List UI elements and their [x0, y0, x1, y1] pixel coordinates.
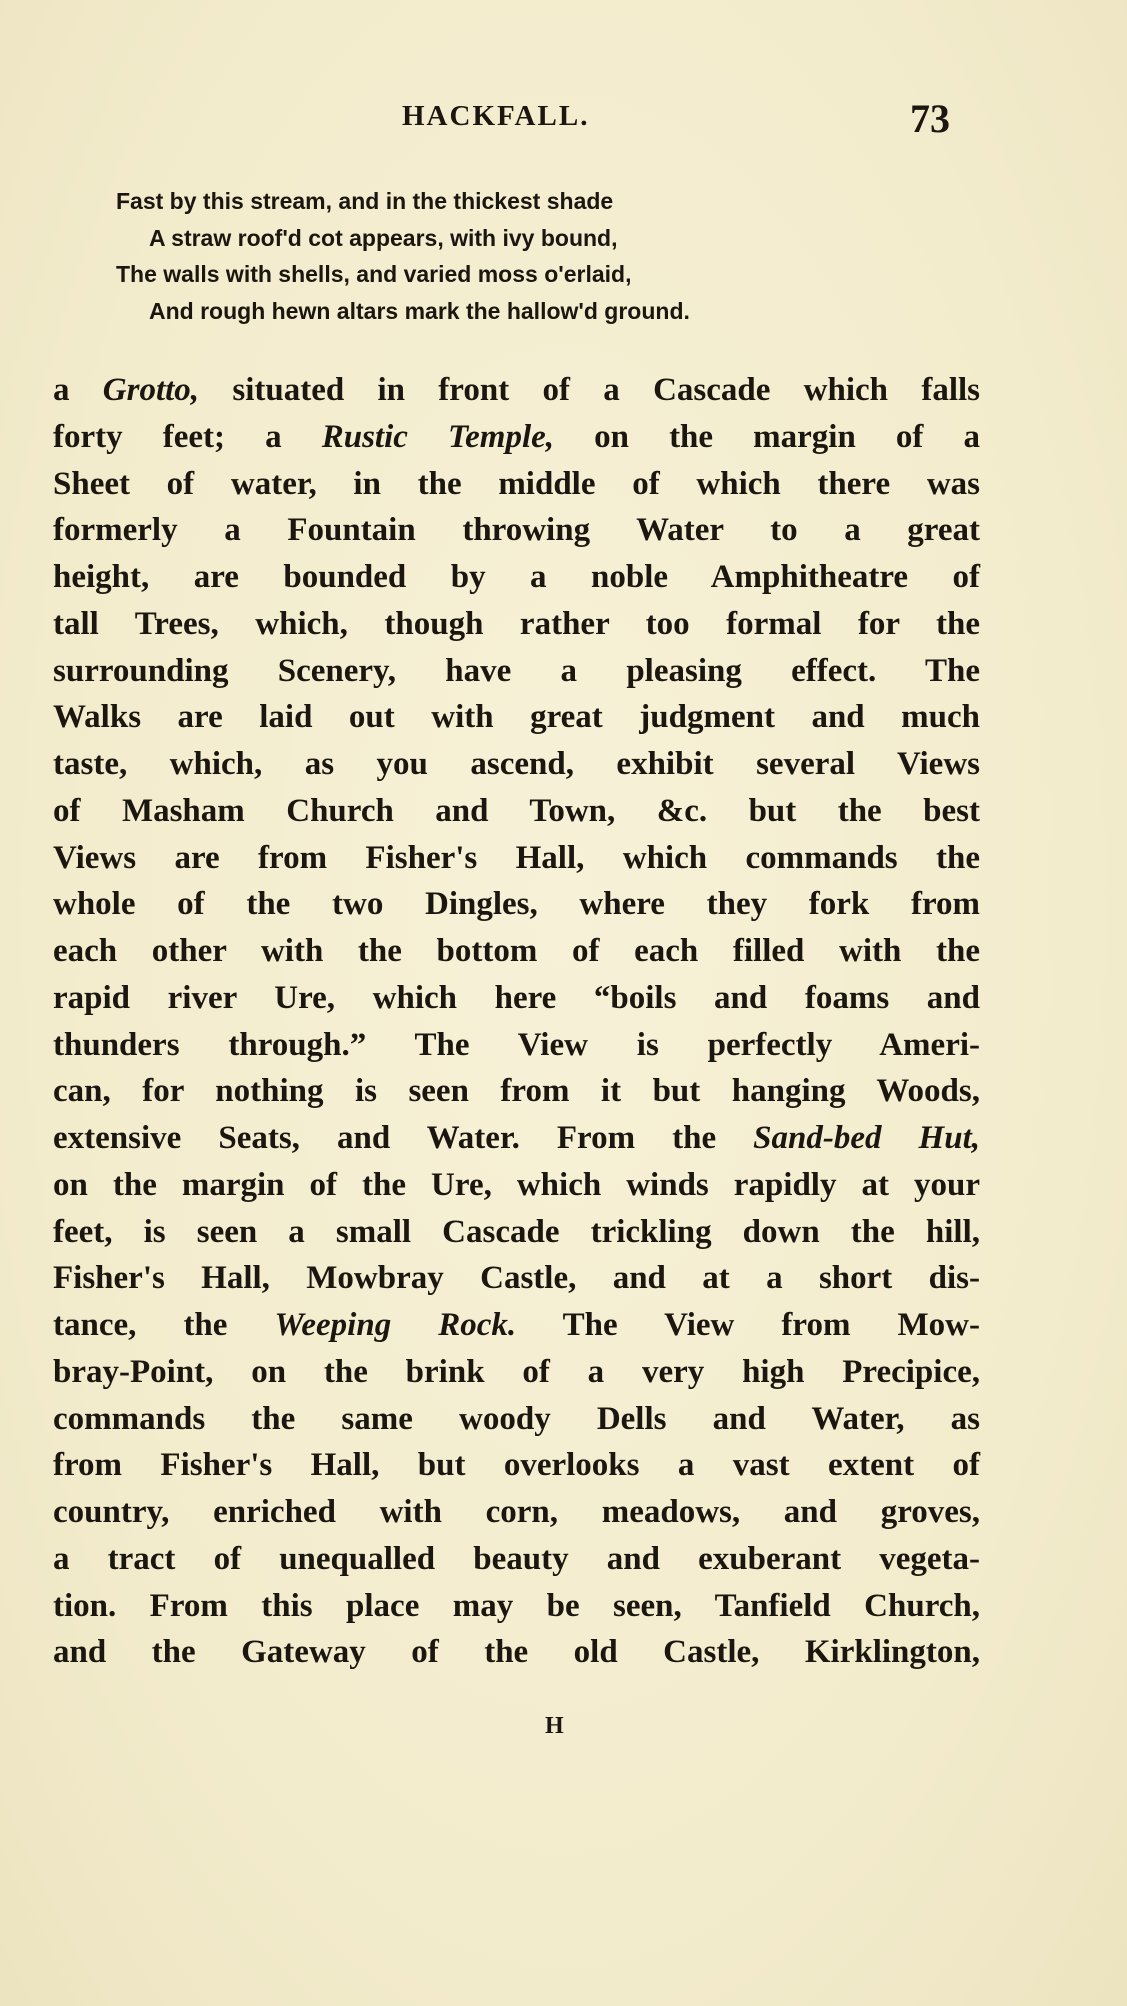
body-line [53, 1302, 980, 1349]
italic-name: Grotto, [102, 372, 200, 408]
text-run: Views are from Fisher's Hall, which commands the [53, 839, 980, 876]
running-head: HACKFALL. [402, 100, 590, 132]
italic-name: Sand-bed Hut, [753, 1120, 980, 1156]
text-run: thunders through.” The View is perfectly Ameri- [53, 1026, 980, 1063]
text-run: taste, which, as you ascend, exhibit several Views [53, 746, 980, 782]
text-run: height, are bounded by a noble Amphitheatre of [53, 559, 980, 595]
body-line [53, 1536, 980, 1583]
text-run: Fisher's Hall, Mowbray Castle, and at a short dis- [53, 1260, 980, 1297]
body-line [53, 414, 980, 461]
body-line [53, 1396, 980, 1443]
text-run: whole of the two Dingles, where they fork from [53, 886, 980, 923]
body-line [53, 1489, 980, 1536]
body-line [53, 1442, 980, 1489]
verse-line-3: The walls with shells, and varied moss o'erlaid, [116, 261, 632, 287]
body-line [53, 1115, 980, 1162]
text-run: country, enriched with corn, meadows, and groves, [53, 1494, 980, 1530]
body-line [53, 601, 980, 648]
text-run: each other with the bottom of each filled with the [53, 933, 980, 969]
body-line [53, 881, 980, 928]
body-line [53, 554, 980, 601]
text-run: a [53, 372, 103, 408]
text-run: forty feet; a [53, 418, 322, 455]
body-line [53, 367, 980, 414]
body-line [53, 461, 980, 508]
body-line [53, 1583, 980, 1630]
text-run: The View from Mow- [516, 1307, 980, 1343]
verse-line-1: Fast by this stream, and in the thickest shade [116, 188, 614, 214]
body-line [53, 1255, 980, 1302]
text-run: bray-Point, on the brink of a very high Precipice, [53, 1353, 980, 1390]
body-line [53, 694, 980, 741]
body-line [53, 1162, 980, 1209]
signature-mark: H [545, 1713, 564, 1739]
body-line [53, 835, 980, 882]
text-run: on the margin of a [554, 418, 981, 455]
text-run: feet, is seen a small Cascade trickling down the hill, [53, 1213, 980, 1250]
text-run: Sheet of water, in the middle of which there was [53, 465, 980, 502]
text-run: from Fisher's Hall, but overlooks a vast extent of [53, 1447, 980, 1484]
body-line [53, 1349, 980, 1396]
italic-name: Weeping Rock. [274, 1307, 517, 1343]
text-run: tance, the [53, 1307, 275, 1343]
text-run: surrounding Scenery, have a pleasing effect. The [53, 652, 980, 689]
text-run: can, for nothing is seen from it but hanging Woods, [53, 1073, 980, 1110]
text-run: rapid river Ure, which here “boils and foams and [53, 979, 980, 1016]
body-line [53, 975, 980, 1022]
text-run: tion. From this place may be seen, Tanfield Church, [53, 1587, 980, 1624]
text-run: and the Gateway of the old Castle, Kirklington, [53, 1634, 980, 1671]
body-line [53, 1068, 980, 1115]
body-line [53, 507, 980, 554]
text-run: formerly a Fountain throwing Water to a great [53, 512, 980, 549]
text-run: tall Trees, which, though rather too formal for the [53, 605, 980, 642]
verse-line-4: And rough hewn altars mark the hallow'd ground. [149, 297, 690, 324]
body-line [53, 1629, 980, 1676]
body-line [53, 788, 980, 835]
text-run: Walks are laid out with great judgment and much [53, 699, 980, 736]
text-run: on the margin of the Ure, which winds rapidly at your [53, 1166, 980, 1203]
body-line [53, 648, 980, 695]
text-run: situated in front of a Cascade which falls [199, 372, 981, 408]
body-line [53, 1209, 980, 1256]
text-run: of Masham Church and Town, &c. but the best [53, 792, 980, 829]
text-run: extensive Seats, and Water. From the [53, 1120, 754, 1156]
body-line [53, 928, 980, 975]
text-run: commands the same woody Dells and Water, as [53, 1400, 980, 1437]
page-number: 73 [910, 96, 950, 141]
text-run: a tract of unequalled beauty and exuberant vegeta- [53, 1540, 980, 1577]
body-line [53, 741, 980, 788]
body-text [53, 367, 980, 1676]
verse-line-2: A straw roof'd cot appears, with ivy bound, [149, 224, 618, 251]
italic-name: Rustic Temple, [321, 418, 555, 455]
body-line [53, 1022, 980, 1069]
